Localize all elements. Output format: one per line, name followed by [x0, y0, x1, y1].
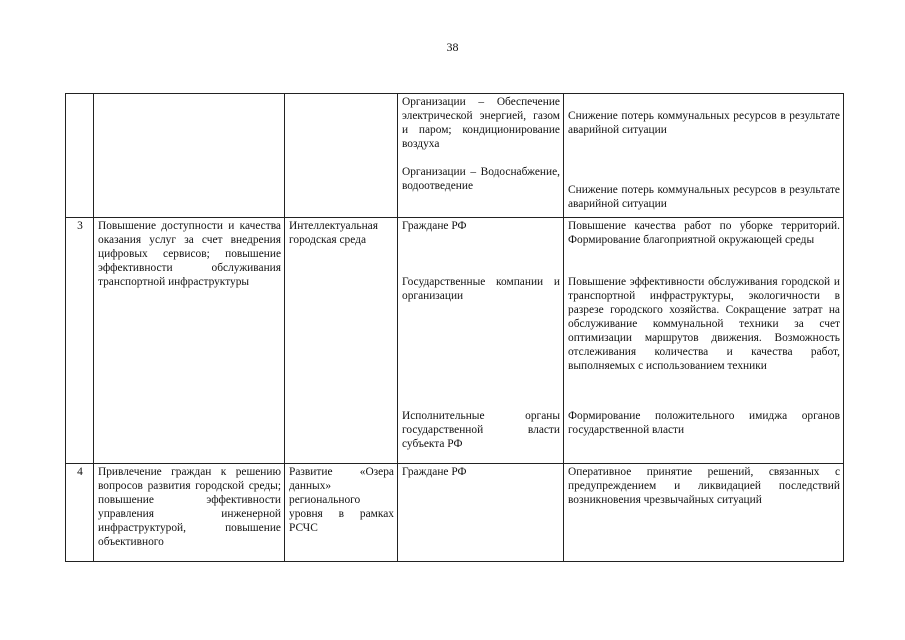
row-number-cell: 3 — [66, 218, 94, 464]
task-cell — [94, 94, 285, 218]
audience-entry: Государственные компании и организации — [402, 276, 560, 302]
table-row — [66, 218, 844, 464]
effect-entry: Формирование положительного имиджа органов государственной власти — [568, 410, 840, 436]
effect-entry: Оперативное принятие решений, связанных с предупреждением и ликвидацией последствий возникновения чрезвычайных ситуаций — [568, 466, 840, 506]
effect-entry: Снижение потерь коммунальных ресурсов в результате аварийной ситуации — [568, 110, 840, 136]
effect-entry: Снижение потерь коммунальных ресурсов в результате аварийной ситуации — [568, 184, 840, 210]
audience-cell — [398, 464, 564, 562]
effect-cell — [564, 218, 844, 464]
page-number: 38 — [446, 40, 459, 54]
task-cell: Привлечение граждан к решению вопросов развития городской среды; повышение эффективности управления инженерной инфраструктурой, повышение объективного — [94, 464, 285, 562]
effect-cell — [564, 94, 844, 218]
audience-entry: Исполнительные органы государственной власти субъекта РФ — [402, 410, 560, 450]
row-number-cell: 4 — [66, 464, 94, 562]
project-cell: Развитие «Озера данных» регионального уровня в рамках РСЧС — [285, 464, 398, 562]
measures-table — [65, 93, 844, 562]
table-row — [66, 94, 844, 218]
task-cell: Повышение доступности и качества оказания услуг за счет внедрения цифровых сервисов; повышение эффективности обслуживания транспортной инфраструктуры — [94, 218, 285, 464]
project-cell: Интеллектуальная городская среда — [285, 218, 398, 464]
audience-entry: Граждане РФ — [402, 466, 467, 478]
audience-cell — [398, 94, 564, 218]
table-row — [66, 464, 844, 562]
audience-entry: Организации – Обеспечение электрической энергией, газом и паром; кондиционирование воздуха — [402, 96, 560, 150]
audience-entry: Организации – Водоснабжение, водоотведение — [402, 166, 560, 192]
effect-cell — [564, 464, 844, 562]
audience-cell — [398, 218, 564, 464]
row-number-cell — [66, 94, 94, 218]
audience-entry: Граждане РФ — [402, 220, 467, 232]
project-cell — [285, 94, 398, 218]
effect-entry: Повышение эффективности обслуживания городской и транспортной инфраструктуры, экологичности в разрезе городского хозяйства. Сокращение затрат на обслуживание коммунальной техники за счет оптимизации маршрутов движения. Возможность отслеживания количества и качества работ, выполняемых с использованием техники — [568, 276, 840, 372]
effect-entry: Повышение качества работ по уборке территорий. Формирование благоприятной окружающей среды — [568, 220, 840, 246]
